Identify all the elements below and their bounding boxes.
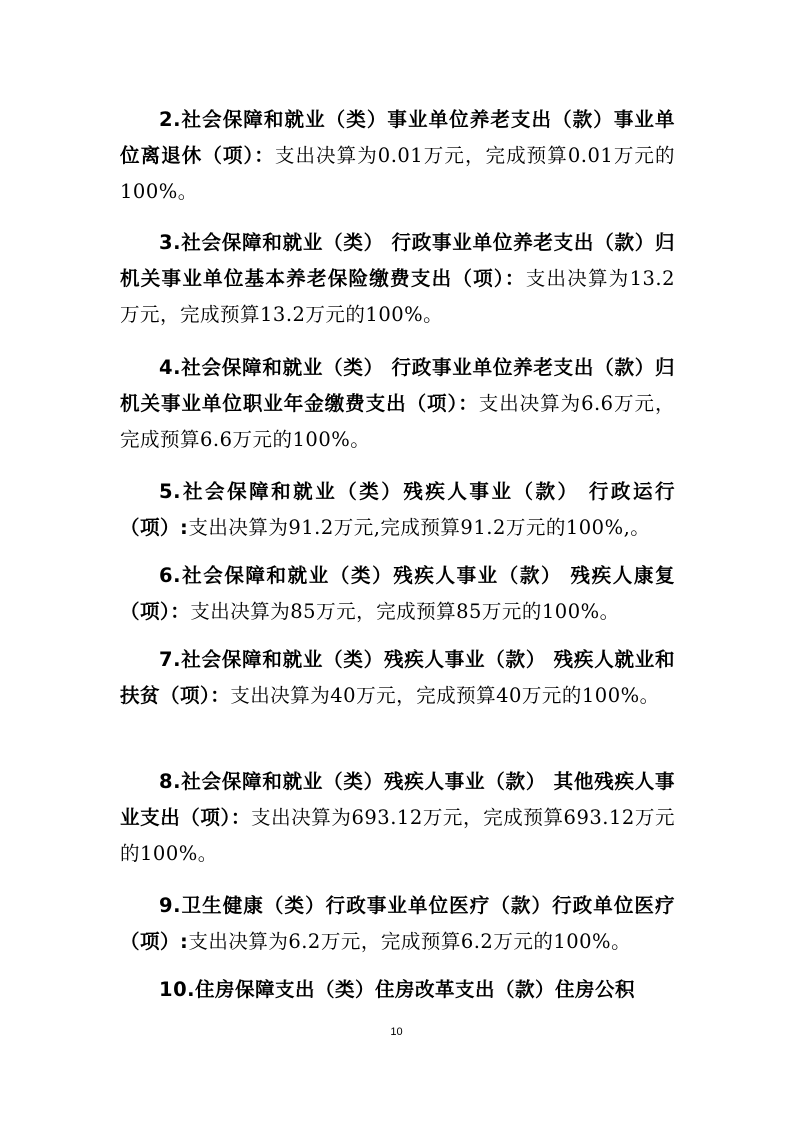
paragraph-heading: 7.社会保障和就业（类）残疾人事业（款） 残疾人就业和扶贫（项）： bbox=[120, 648, 675, 707]
paragraph-heading: 9.卫生健康（类）行政事业单位医疗（款）行政单位医疗（项）: bbox=[120, 894, 675, 953]
paragraph-heading: 4.社会保障和就业（类） 行政事业单位养老支出（款）归机关事业单位职业年金缴费支出（项）： bbox=[120, 356, 675, 415]
paragraph-heading: 5.社会保障和就业（类）残疾人事业（款） 行政运行（项）: bbox=[120, 480, 675, 539]
paragraph-item-8 bbox=[120, 764, 675, 872]
paragraph-item-5 bbox=[120, 474, 675, 546]
paragraph-text: 支出决算为91.2万元,完成预算91.2万元的100%,。 bbox=[188, 516, 651, 539]
paragraph-heading: 8.社会保障和就业（类）残疾人事业（款） 其他残疾人事业支出（项）： bbox=[120, 770, 675, 829]
paragraph-text: 支出决算为6.2万元，完成预算6.2万元的100%。 bbox=[188, 930, 632, 953]
paragraph-text: 支出决算为6.6万元，完成预算6.6万元的100%。 bbox=[120, 392, 675, 451]
paragraph-text: 支出决算为0.01万元，完成预算0.01万元的100%。 bbox=[120, 144, 675, 203]
paragraph-heading: 10.住房保障支出（类）住房改革支出（款）住房公积 bbox=[159, 978, 636, 1001]
page-number: 10 bbox=[390, 1026, 403, 1038]
paragraph-text: 支出决算为40万元，完成预算40万元的100%。 bbox=[230, 684, 660, 707]
paragraph-item-10 bbox=[120, 972, 675, 1008]
paragraph-item-4 bbox=[120, 350, 675, 458]
paragraph-text: 支出决算为85万元，完成预算85万元的100%。 bbox=[190, 600, 620, 623]
paragraph-text: 支出决算为13.2万元，完成预算13.2万元的100%。 bbox=[120, 267, 675, 326]
paragraph-item-9 bbox=[120, 888, 675, 960]
paragraph-item-6 bbox=[120, 558, 675, 630]
paragraph-heading: 2.社会保障和就业（类）事业单位养老支出（款）事业单位离退休（项）： bbox=[120, 108, 675, 167]
paragraph-item-7 bbox=[120, 642, 675, 714]
paragraph-heading: 6.社会保障和就业（类）残疾人事业（款） 残疾人康复（项）： bbox=[120, 564, 675, 623]
paragraph-item-3 bbox=[120, 225, 675, 333]
paragraph-item-2 bbox=[120, 102, 675, 210]
paragraph-text: 支出决算为693.12万元，完成预算693.12万元的100%。 bbox=[120, 806, 675, 865]
paragraph-heading: 3.社会保障和就业（类） 行政事业单位养老支出（款）归机关事业单位基本养老保险缴费支出（项）： bbox=[120, 231, 675, 290]
